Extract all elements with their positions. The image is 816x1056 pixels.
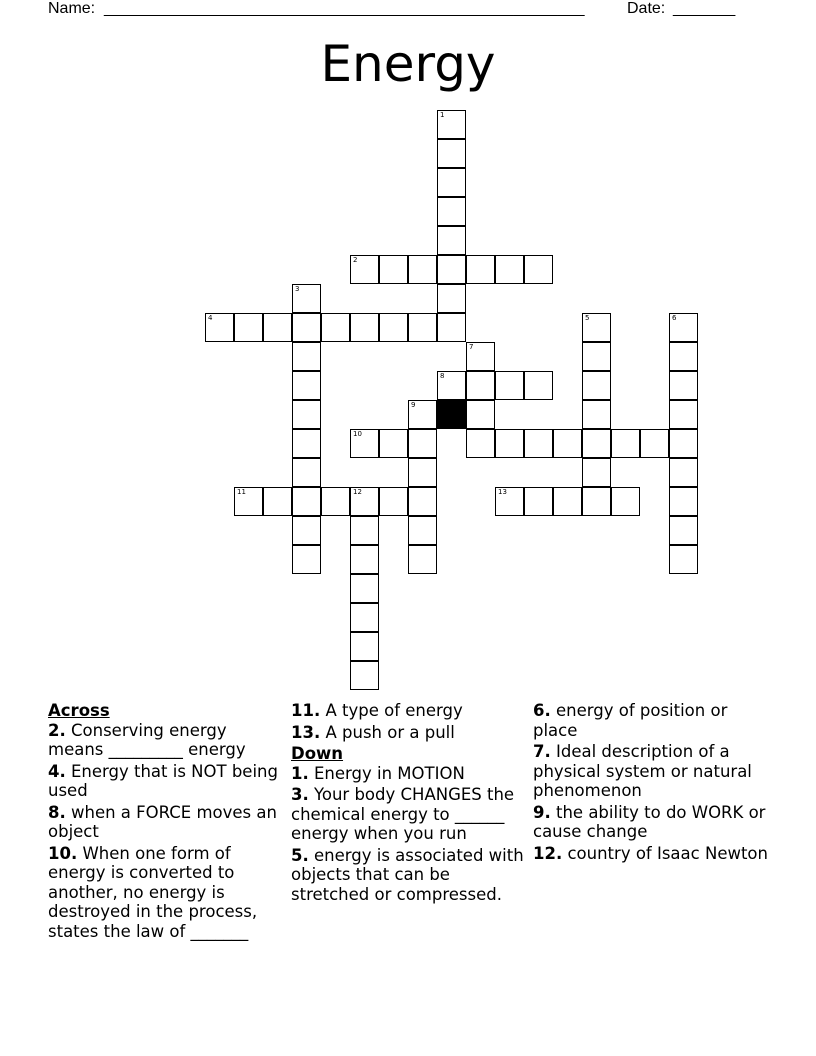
clue-number-label: 2. (48, 720, 66, 740)
grid-cell[interactable] (350, 574, 379, 603)
across-heading: Across (48, 701, 110, 720)
grid-cell[interactable] (582, 458, 611, 487)
grid-cell[interactable] (321, 313, 350, 342)
clue-item (48, 762, 284, 801)
grid-cell[interactable] (669, 313, 698, 342)
grid-cell[interactable] (292, 342, 321, 371)
clue-item (291, 701, 527, 721)
clue-number: 6 (672, 314, 677, 322)
grid-cell[interactable] (205, 313, 234, 342)
clue-number-label: 4. (48, 761, 66, 781)
clue-number: 13 (498, 488, 507, 496)
clue-text: A type of energy (320, 701, 463, 720)
grid-cell[interactable] (611, 487, 640, 516)
clue-number: 7 (469, 343, 474, 351)
clue-text: Energy in MOTION (308, 763, 465, 783)
grid-cell[interactable] (350, 429, 379, 458)
clue-column-3 (533, 701, 769, 865)
clue-number-label: 9. (533, 802, 551, 822)
clue-column-1 (48, 701, 284, 943)
clue-column-2 (291, 701, 527, 906)
clue-text: Ideal description of a physical system or natural phenomenon (533, 742, 752, 800)
clue-text: energy of position or place (533, 701, 728, 740)
grid-cell[interactable] (408, 429, 437, 458)
date-blank[interactable]: _______ (673, 0, 736, 17)
grid-cell[interactable] (553, 429, 582, 458)
clue-number-label: 8. (48, 802, 66, 822)
grid-cell[interactable] (669, 545, 698, 574)
grid-cell[interactable] (379, 255, 408, 284)
clue-number: 3 (295, 285, 300, 293)
grid-cell[interactable] (524, 255, 553, 284)
clue-text: Energy that is NOT being used (48, 761, 278, 800)
clue-text: the ability to do WORK or cause change (533, 802, 766, 841)
page-title: Energy (320, 35, 496, 93)
clue-number: 5 (585, 314, 590, 322)
clue-text: Conserving energy means _________ energy (48, 720, 246, 759)
grid-cell[interactable] (379, 487, 408, 516)
grid-cell[interactable] (321, 487, 350, 516)
clue-item (533, 803, 769, 842)
grid-cell[interactable] (524, 429, 553, 458)
down-heading: Down (291, 744, 344, 763)
grid-cell[interactable] (408, 487, 437, 516)
grid-cell[interactable] (582, 342, 611, 371)
clue-number-label: 11. (291, 701, 321, 720)
grid-cell[interactable] (437, 284, 466, 313)
clue-text: when a FORCE moves an object (48, 802, 277, 841)
grid-cell[interactable] (495, 487, 524, 516)
grid-cell[interactable] (292, 487, 321, 516)
clue-number-label: 1. (291, 763, 309, 783)
grid-cell[interactable] (437, 197, 466, 226)
name-blank[interactable]: ______________________________________________________ (104, 0, 585, 17)
grid-cell[interactable] (524, 371, 553, 400)
grid-cell[interactable] (553, 487, 582, 516)
grid-cell[interactable] (437, 226, 466, 255)
clue-number-label: 12. (533, 843, 563, 863)
grid-cell[interactable] (350, 313, 379, 342)
grid-cell[interactable] (234, 487, 263, 516)
clue-number-label: 5. (291, 845, 309, 865)
grid-cell[interactable] (379, 313, 408, 342)
grid-cell[interactable] (466, 429, 495, 458)
grid-cell[interactable] (669, 487, 698, 516)
grid-cell[interactable] (669, 516, 698, 545)
grid-cell[interactable] (292, 516, 321, 545)
clue-item (533, 844, 769, 864)
grid-cell[interactable] (350, 545, 379, 574)
grid-cell[interactable] (408, 545, 437, 574)
clue-number-label: 7. (533, 742, 551, 761)
name-label: Name: (48, 0, 96, 17)
clue-text: country of Isaac Newton (562, 843, 768, 863)
clue-number: 4 (208, 314, 213, 322)
grid-cell[interactable] (350, 632, 379, 661)
grid-cell[interactable] (640, 429, 669, 458)
clue-item (48, 803, 284, 842)
clue-item (48, 844, 284, 942)
grid-cell[interactable] (582, 313, 611, 342)
grid-cell[interactable] (379, 429, 408, 458)
grid-cell[interactable] (437, 110, 466, 139)
grid-cell[interactable] (437, 168, 466, 197)
block-cell (437, 400, 466, 429)
grid-cell[interactable] (408, 313, 437, 342)
clue-item (291, 764, 527, 784)
grid-cell[interactable] (292, 313, 321, 342)
clue-item (48, 721, 284, 760)
clue-number: 9 (411, 401, 416, 409)
clue-number-label: 6. (533, 701, 551, 720)
grid-cell[interactable] (350, 516, 379, 545)
clue-number: 11 (237, 488, 246, 496)
grid-cell[interactable] (669, 342, 698, 371)
clue-number: 10 (353, 430, 362, 438)
grid-cell[interactable] (292, 400, 321, 429)
clue-text: Your body CHANGES the chemical energy to ______ energy when you run (291, 785, 515, 843)
clue-number: 1 (440, 111, 445, 119)
grid-cell[interactable] (292, 429, 321, 458)
grid-cell[interactable] (350, 661, 379, 690)
grid-cell[interactable] (408, 458, 437, 487)
clue-number-label: 10. (48, 843, 78, 863)
grid-cell[interactable] (669, 371, 698, 400)
clue-text: energy is associated with objects that can be stretched or compressed. (291, 845, 524, 904)
clue-number: 12 (353, 488, 362, 496)
grid-cell[interactable] (408, 400, 437, 429)
grid-cell[interactable] (263, 313, 292, 342)
clue-number: 8 (440, 372, 445, 380)
grid-cell[interactable] (582, 400, 611, 429)
grid-cell[interactable] (495, 255, 524, 284)
grid-cell[interactable] (408, 516, 437, 545)
grid-cell[interactable] (292, 458, 321, 487)
grid-cell[interactable] (292, 371, 321, 400)
date-label: Date: (627, 0, 666, 17)
grid-cell[interactable] (669, 400, 698, 429)
grid-cell[interactable] (350, 487, 379, 516)
grid-cell[interactable] (408, 255, 437, 284)
grid-cell[interactable] (437, 139, 466, 168)
grid-cell[interactable] (582, 429, 611, 458)
grid-cell[interactable] (466, 342, 495, 371)
grid-cell[interactable] (495, 371, 524, 400)
clue-item (533, 701, 769, 740)
grid-cell[interactable] (669, 429, 698, 458)
clue-number-label: 3. (291, 785, 309, 804)
grid-cell[interactable] (437, 371, 466, 400)
grid-cell[interactable] (466, 371, 495, 400)
clue-item (533, 742, 769, 801)
grid-cell[interactable] (524, 487, 553, 516)
clue-item (291, 785, 527, 844)
grid-cell[interactable] (350, 603, 379, 632)
clue-text: When one form of energy is converted to another, no energy is destroyed in the process, states the law of _______ (48, 843, 258, 941)
grid-cell[interactable] (611, 429, 640, 458)
grid-cell[interactable] (437, 313, 466, 342)
grid-cell[interactable] (292, 545, 321, 574)
grid-cell[interactable] (669, 458, 698, 487)
grid-cell[interactable] (466, 400, 495, 429)
grid-cell[interactable] (466, 255, 495, 284)
grid-cell[interactable] (582, 371, 611, 400)
clue-text: A push or a pull (320, 722, 455, 742)
grid-cell[interactable] (495, 429, 524, 458)
clue-item (291, 846, 527, 905)
grid-cell[interactable] (263, 487, 292, 516)
clue-number: 2 (353, 256, 358, 264)
clue-number-label: 13. (291, 722, 321, 742)
clue-item (291, 723, 527, 743)
grid-cell[interactable] (234, 313, 263, 342)
grid-cell[interactable] (292, 284, 321, 313)
grid-cell[interactable] (350, 255, 379, 284)
grid-cell[interactable] (437, 255, 466, 284)
grid-cell[interactable] (582, 487, 611, 516)
